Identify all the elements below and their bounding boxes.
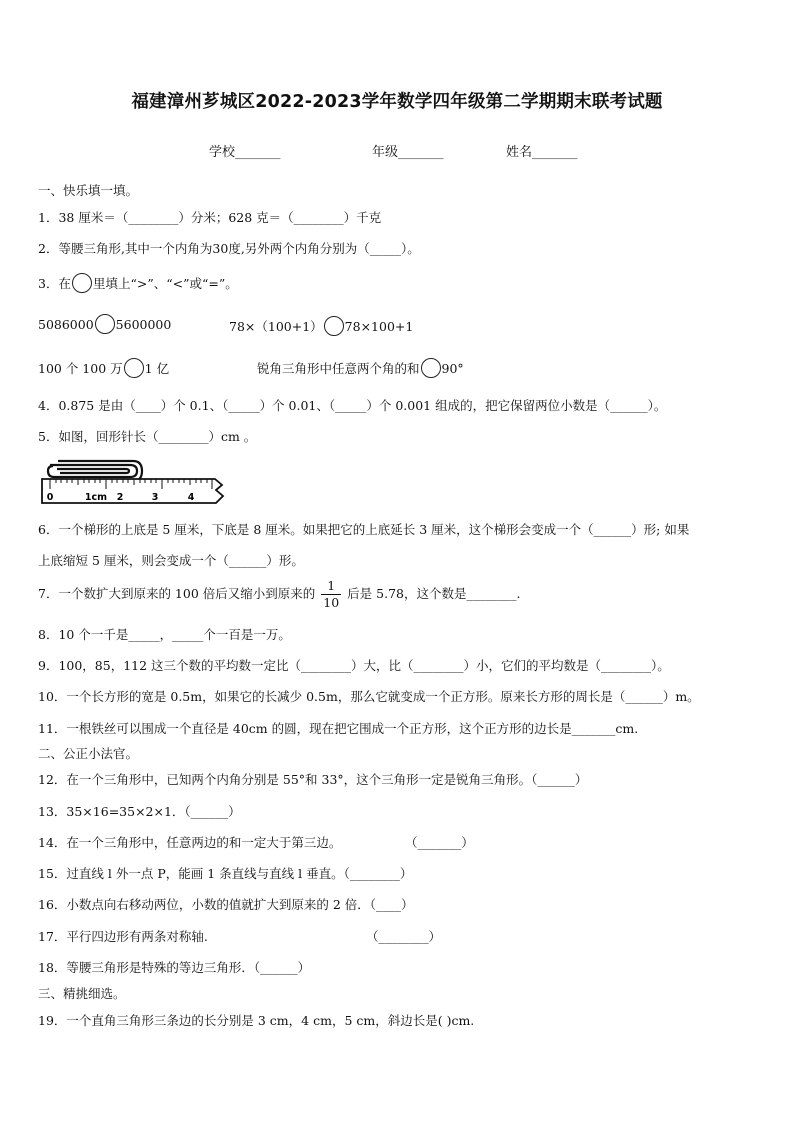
compare-row-1b (229, 317, 413, 336)
question-3-suffix: 里填上“>”、“<”或“=”。 (92, 276, 238, 291)
question-3-prefix: 3．在 (38, 276, 71, 291)
question-14-answer: （_______） (405, 835, 474, 850)
compare-circle (124, 358, 144, 378)
page-title: 福建漳州芗城区2022-2023学年数学四年级第二学期期末联考试题 (131, 92, 663, 112)
compare-left: 100 个 100 万 (38, 361, 123, 376)
question-2: 2．等腰三角形,其中一个内角为30度,另外两个内角分别为（_____）。 (38, 241, 420, 256)
compare-right: 5600000 (115, 317, 172, 332)
question-5: 5．如图，回形针长（________）cm 。 (38, 429, 257, 444)
ruler-tick-label: 3 (151, 492, 159, 503)
question-10: 10．一个长方形的宽是 0.5m，如果它的长减少 0.5m，那么它就变成一个正方形。原来长方形的周长是（______）m。 (38, 689, 700, 704)
compare-right: 1 亿 (144, 361, 170, 376)
compare-right: 90° (441, 361, 464, 376)
question-4: 4．0.875 是由（____）个 0.1、（_____）个 0.01、（_____）个 0.001 组成的，把它保留两位小数是（______）。 (38, 398, 667, 413)
ruler-tick-label: 4 (187, 492, 195, 503)
section-heading-2: 二、公正小法官。 (38, 746, 139, 761)
fraction (321, 578, 341, 611)
compare-circle (324, 316, 344, 336)
fraction-denominator: 10 (323, 595, 340, 610)
question-7-prefix: 7．一个数扩大到原来的 100 倍后又缩小到原来的 (38, 586, 316, 601)
question-7 (38, 578, 520, 611)
compare-circle (72, 273, 92, 293)
question-14: 14．在一个三角形中，任意两边的和一定大于第三边。 (38, 835, 342, 850)
question-17-answer: （________） (366, 929, 442, 944)
compare-row-1a (38, 317, 171, 334)
ruler (42, 479, 223, 503)
ruler-tick-label: 1cm (84, 492, 108, 503)
ruler-tick-label: 2 (116, 492, 124, 503)
ruler-tick-label: 0 (46, 492, 54, 503)
question-17: 17．平行四边形有两条对称轴. (38, 929, 208, 944)
compare-left: 5086000 (38, 317, 94, 332)
compare-row-2b (257, 359, 464, 378)
question-1: 1．38 厘米＝（________）分米；628 克＝（________）千克 (38, 210, 382, 225)
compare-row-2a (38, 359, 169, 378)
name-field: 姓名_______ (506, 145, 578, 160)
question-12: 12．在一个三角形中，已知两个内角分别是 55°和 33°，这个三角形一定是锐角三角形。（______） (38, 772, 588, 787)
fraction-numerator: 1 (321, 578, 341, 595)
paperclip-icon (48, 461, 142, 481)
compare-circle (95, 314, 115, 334)
question-6-line-2: 上底缩短 5 厘米，则会变成一个（______）形。 (38, 553, 304, 568)
question-15: 15．过直线 l 外一点 P，能画 1 条直线与直线 l 垂直。（________） (38, 866, 413, 881)
section-heading-3: 三、精挑细选。 (38, 986, 126, 1001)
section-heading-1: 一、快乐填一填。 (38, 183, 139, 198)
paperclip-ruler-figure (40, 452, 226, 506)
compare-circle (421, 358, 441, 378)
question-8: 8．10 个一千是_____，_____个一百是一万。 (38, 627, 291, 642)
question-7-suffix: 后是 5.78，这个数是________. (347, 586, 521, 601)
question-18: 18．等腰三角形是特殊的等边三角形．（______） (38, 960, 311, 975)
grade-field: 年级_______ (372, 145, 444, 160)
question-3 (38, 274, 238, 293)
school-field: 学校_______ (209, 145, 281, 160)
compare-left: 锐角三角形中任意两个角的和 (257, 361, 420, 376)
question-9: 9．100，85，112 这三个数的平均数一定比（________）大，比（________）小，它们的平均数是（________）。 (38, 658, 670, 673)
compare-right: 78×100+1 (344, 319, 414, 334)
question-13: 13．35×16=35×2×1．（______） (38, 804, 241, 819)
compare-left: 78×（100+1） (229, 319, 323, 334)
question-6-line-1: 6．一个梯形的上底是 5 厘米，下底是 8 厘米。如果把它的上底延长 3 厘米，这个梯形会变成一个（______）形; 如果 (38, 522, 690, 537)
question-11: 11．一根铁丝可以围成一个直径是 40cm 的圆，现在把它围成一个正方形，这个正方形的边长是_______cm. (38, 721, 639, 736)
question-19: 19．一个直角三角形三条边的长分别是 3 cm，4 cm，5 cm，斜边长是( )cm. (38, 1013, 475, 1028)
question-16: 16．小数点向右移动两位，小数的值就扩大到原来的 2 倍．（____） (38, 897, 414, 912)
